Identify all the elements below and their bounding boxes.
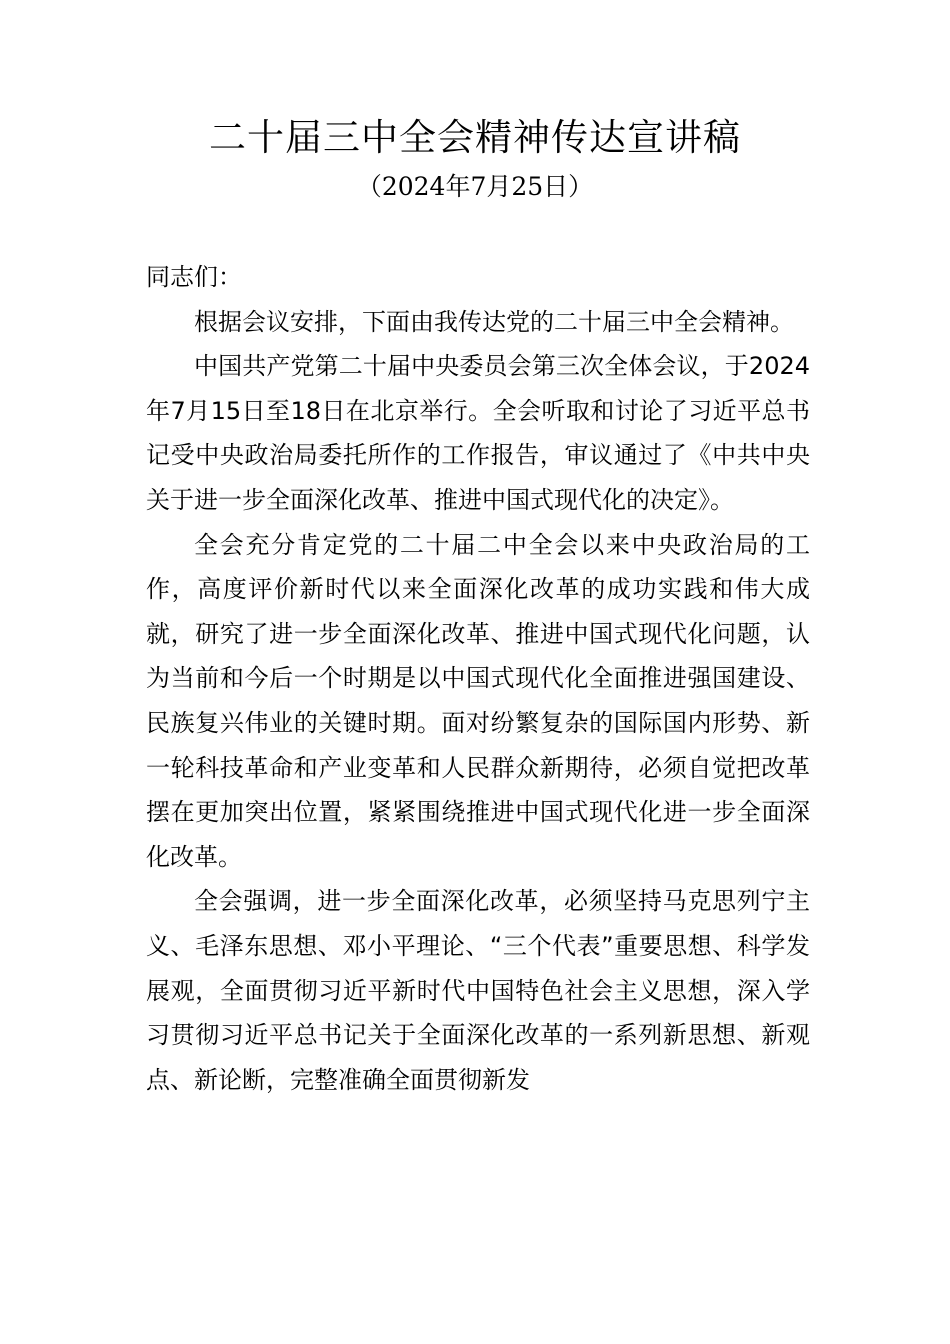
document-body xyxy=(146,255,810,1102)
paragraph-1: 根据会议安排，下面由我传达党的二十届三中全会精神。 xyxy=(194,307,794,336)
document-title: 二十届三中全会精神传达宣讲稿 xyxy=(209,116,741,159)
document-date: （2024年7月25日） xyxy=(356,172,594,201)
paragraph-3: 全会充分肯定党的二十届二中全会以来中央政治局的工作，高度评价新时代以来全面深化改革的成功实践和伟大成就，研究了进一步全面深化改革、推进中国式现代化问题，认为当前和今后一个时期是以中国式现代化全面推进强国建设、民族复兴伟业的关键时期。面对纷繁复杂的国际国内形势、新一轮科技革命和产业变革和人民群众新期待，必须自觉把改革摆在更加突出位置，紧紧围绕推进中国式现代化进一步全面深化改革。 xyxy=(146,530,810,871)
salutation: 同志们： xyxy=(146,263,242,291)
paragraph-2: 中国共产党第二十届中央委员会第三次全体会议，于2024年7月15日至18日在北京举行。全会听取和讨论了习近平总书记受中央政治局委托所作的工作报告，审议通过了《中共中央关于进一步全面深化改革、推进中国式现代化的决定》。 xyxy=(146,352,810,514)
paragraph-4: 全会强调，进一步全面深化改革，必须坚持马克思列宁主义、毛泽东思想、邓小平理论、“三个代表”重要思想、科学发展观，全面贯彻习近平新时代中国特色社会主义思想，深入学习贯彻习近平总书记关于全面深化改革的一系列新思想、新观点、新论断，完整准确全面贯彻新发 xyxy=(146,887,810,1094)
